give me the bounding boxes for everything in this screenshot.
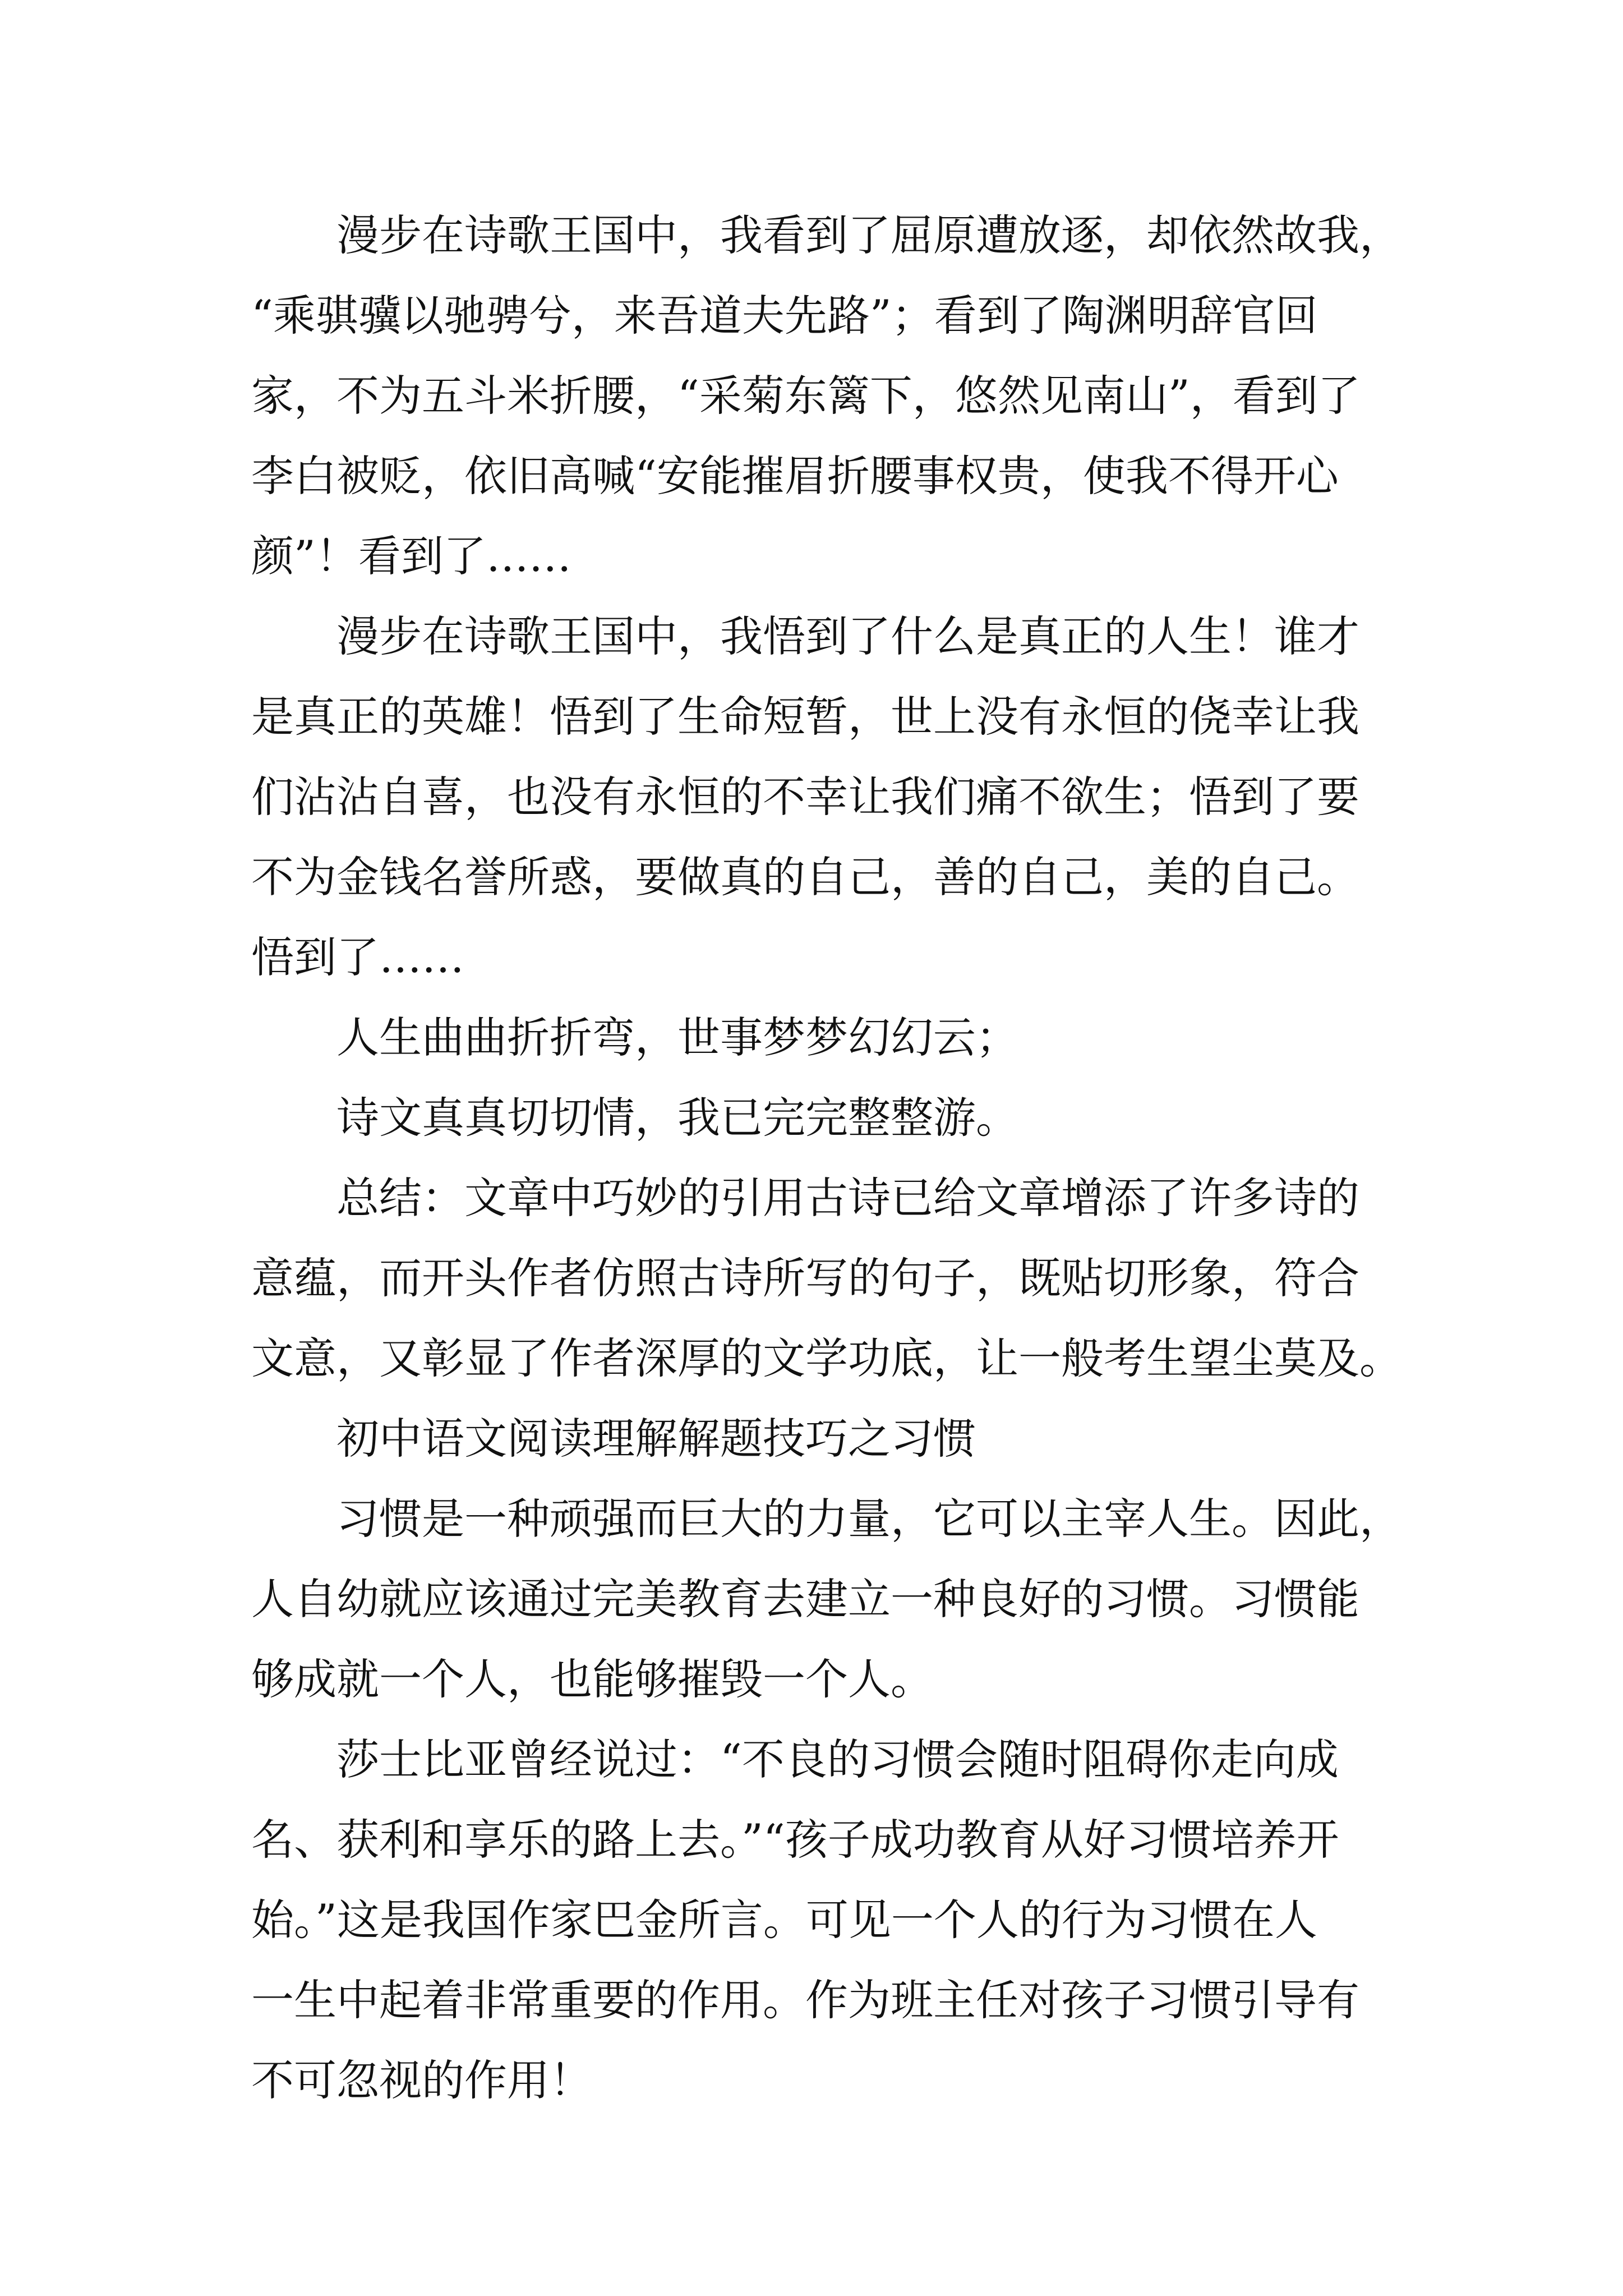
text-line: 家，不为五斗米折腰，“采菊东篱下，悠然见南山”，看到了 (251, 371, 1361, 421)
section-heading: 初中语文阅读理解解题技巧之习惯 (336, 1414, 976, 1464)
text-line: 文意，又彰显了作者深厚的文学功底，让一般考生望尘莫及。 (251, 1333, 1402, 1383)
text-line: 够成就一个人，也能够摧毁一个人。 (251, 1654, 933, 1704)
text-line: 颜”！看到了…… (251, 531, 571, 581)
text-line: 漫步在诗歌王国中，我看到了屈原遭放逐，却依然故我， (336, 210, 1402, 260)
text-line: 不可忽视的作用！ (251, 2055, 592, 2105)
text-line: 习惯是一种顽强而巨大的力量，它可以主宰人生。因此， (336, 1494, 1402, 1544)
text-line: 人生曲曲折折弯，世事梦梦幻幻云； (336, 1013, 1018, 1062)
text-line: 总结：文章中巧妙的引用古诗已给文章增添了许多诗的 (336, 1173, 1359, 1223)
text-line: 悟到了…… (251, 932, 464, 982)
text-line: 始。”这是我国作家巴金所言。可见一个人的行为习惯在人 (251, 1895, 1317, 1945)
text-line: 人自幼就应该通过完美教育去建立一种良好的习惯。习惯能 (251, 1574, 1359, 1624)
text-line: 莎士比亚曾经说过：“不良的习惯会随时阻碍你走向成 (336, 1734, 1339, 1784)
text-line: 意蕴，而开头作者仿照古诗所写的句子，既贴切形象，符合 (251, 1253, 1359, 1303)
text-line: 李白被贬，依旧高喊“安能摧眉折腰事权贵，使我不得开心 (251, 451, 1339, 501)
text-line: 诗文真真切切情，我已完完整整游。 (336, 1093, 1018, 1143)
text-line: 漫步在诗歌王国中，我悟到了什么是真正的人生！谁才 (336, 611, 1359, 661)
text-line: 们沾沾自喜，也没有永恒的不幸让我们痛不欲生；悟到了要 (251, 772, 1359, 822)
text-line: “乘骐骥以驰骋兮，来吾道夫先路”；看到了陶渊明辞官回 (251, 291, 1318, 341)
text-line: 不为金钱名誉所惑，要做真的自己，善的自己，美的自己。 (251, 852, 1359, 902)
text-line: 是真正的英雄！悟到了生命短暂，世上没有永恒的侥幸让我 (251, 692, 1359, 742)
text-line: 名、获利和享乐的路上去。”“孩子成功教育从好习惯培养开 (251, 1815, 1339, 1865)
body-text (251, 195, 1409, 2120)
text-line: 一生中起着非常重要的作用。作为班主任对孩子习惯引导有 (251, 1975, 1359, 2025)
